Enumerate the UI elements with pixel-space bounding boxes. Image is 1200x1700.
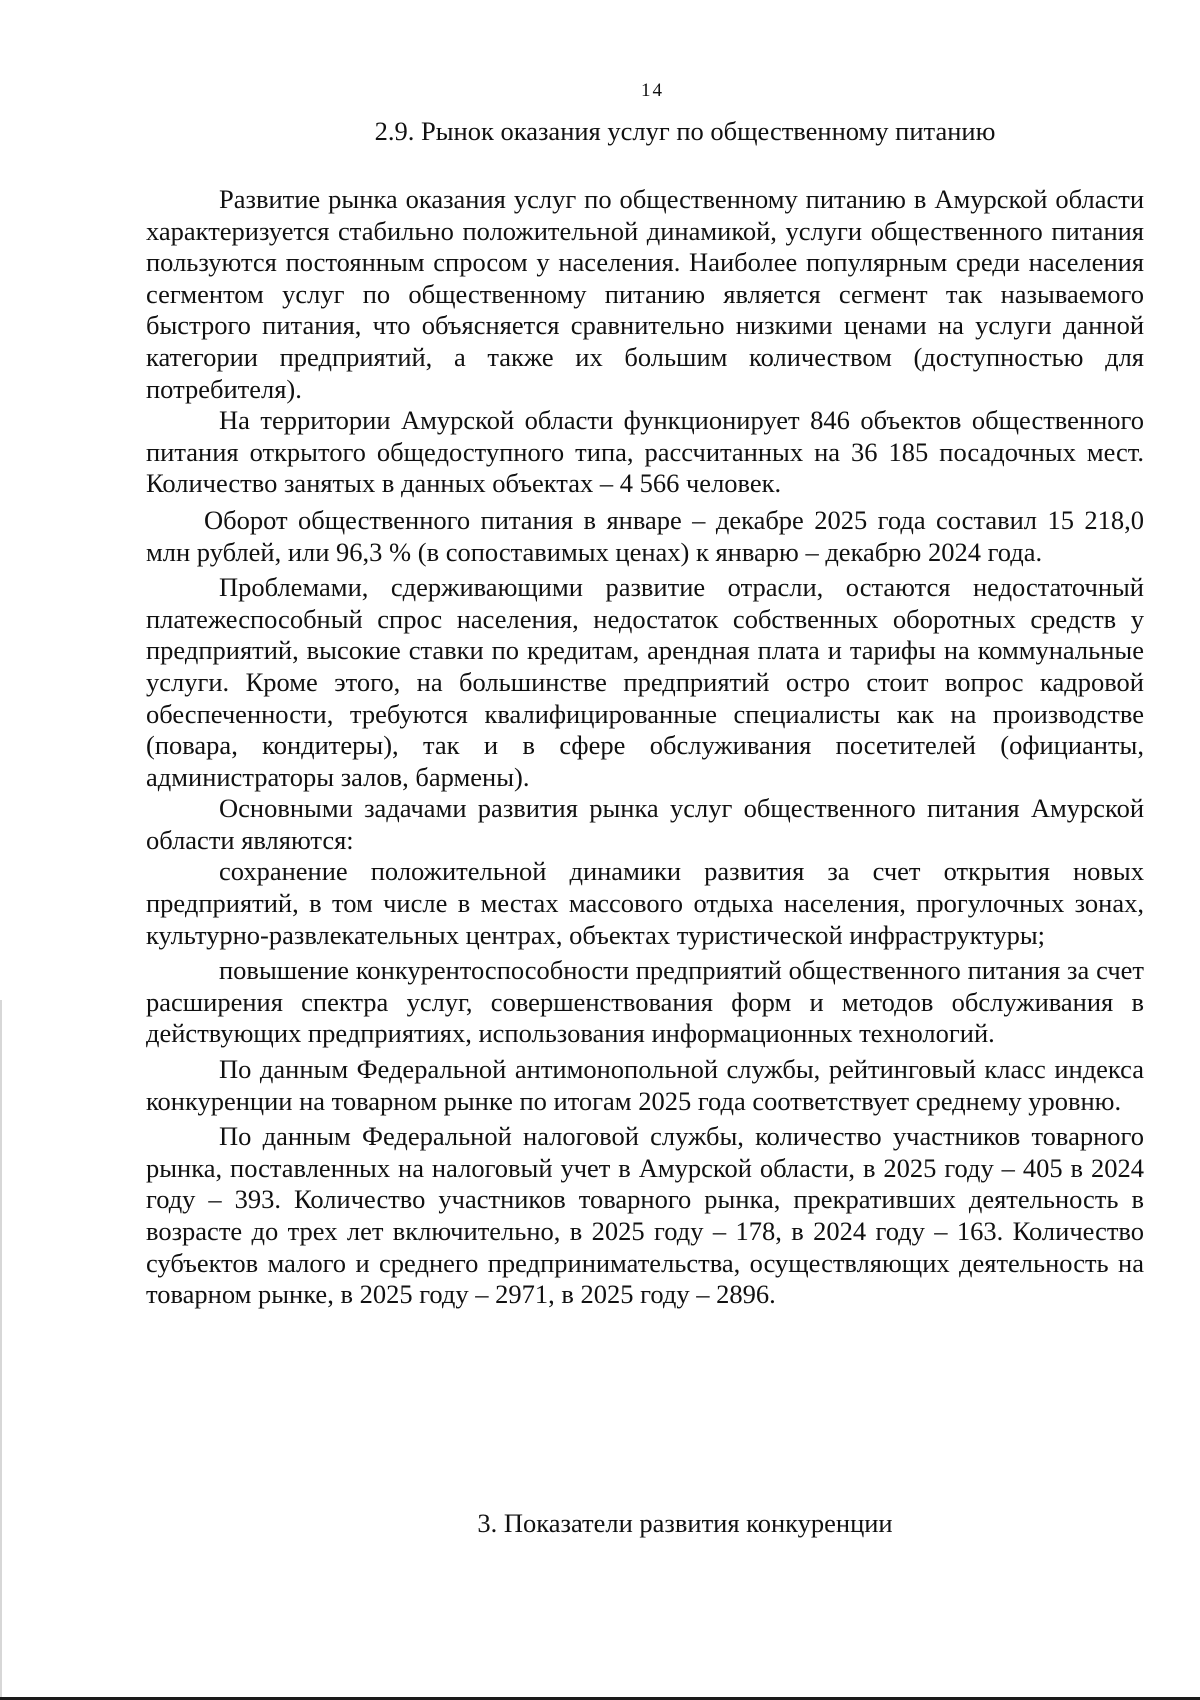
paragraph-tasks-intro: Основными задачами развития рынка услуг общественного питания Амурской области являются: (146, 793, 1144, 855)
paragraph-task-competitiveness: повышение конкурентоспособности предприятий общественного питания за счет расширения спектра услуг, совершенствования форм и методов обслуживания в действующих предприятиях, использования информационных технологий. (146, 955, 1144, 1049)
paragraph-catering-objects: На территории Амурской области функционирует 846 объектов общественного питания открытого общедоступного типа, рассчитанных на 36 185 посадочных мест. Количество занятых в данных объектах – 4 566 человек. (146, 405, 1144, 499)
paragraph-task-preserve: сохранение положительной динамики развития за счет открытия новых предприятий, в том числе в местах массового отдыха населения, прогулочных зонах, культурно-развлекательных центрах, объектах туристической инфраструктуры; (146, 856, 1144, 950)
next-section-title: 3. Показатели развития конкуренции (477, 1508, 893, 1538)
document-body (146, 184, 1144, 1311)
paragraph-turnover: Оборот общественного питания в январе – декабре 2025 года составил 15 218,0 млн рублей, или 96,3 % (в сопоставимых ценах) к январю – декабрю 2024 года. (146, 504, 1144, 567)
paragraph-fns-data: По данным Федеральной налоговой службы, количество участников товарного рынка, поставленных на налоговый учет в Амурской области, в 2025 году – 405 в 2024 году – 393. Количество участников товарного рынка, прекративших деятельность в возрасте до трех лет включительно, в 2025 году – 178, в 2024 году – 163. Количество субъектов малого и среднего предпринимательства, осуществляющих деятельность на товарном рынке, в 2025 году – 2971, в 2025 году – 2896. (146, 1121, 1144, 1310)
section-title: 2.9. Рынок оказания услуг по общественному питанию (374, 116, 996, 146)
scan-edge-left (0, 1000, 2, 1700)
page-number: 14 (641, 80, 664, 101)
paragraph-fas-data: По данным Федеральной антимонопольной службы, рейтинговый класс индекса конкуренции на товарном рынке по итогам 2025 года соответствует среднему уровню. (146, 1054, 1144, 1116)
paragraph-problems: Проблемами, сдерживающими развитие отрасли, остаются недостаточный платежеспособный спрос населения, недостаток собственных оборотных средств у предприятий, высокие ставки по кредитам, арендная плата и тарифы на коммунальные услуги. Кроме этого, на большинстве предприятий остро стоит вопрос кадровой обеспеченности, требуются квалифицированные специалисты как на производстве (повара, кондитеры), так и в сфере обслуживания посетителей (официанты, администраторы залов, бармены). (146, 572, 1144, 792)
paragraph-market-overview: Развитие рынка оказания услуг по общественному питанию в Амурской области характеризуется стабильно положительной динамикой, услуги общественного питания пользуются постоянным спросом у населения. Наиболее популярным среди населения сегментом услуг по общественному питанию является сегмент так называемого быстрого питания, что объясняется сравнительно низкими ценами на услуги данной категории предприятий, а также их большим количеством (доступностью для потребителя). (146, 184, 1144, 404)
